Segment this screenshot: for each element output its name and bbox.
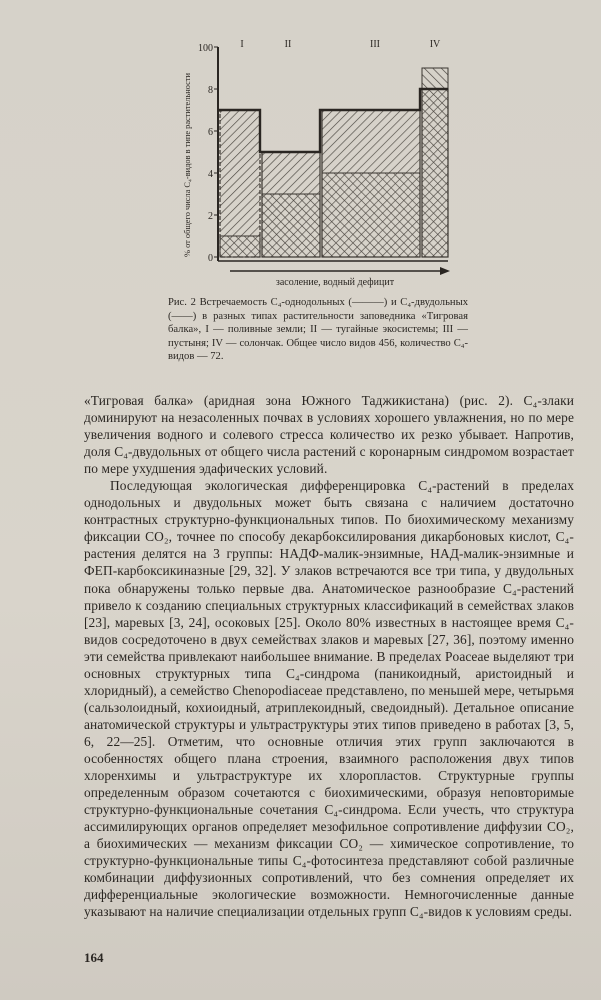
page-number: 164 [84, 950, 104, 965]
caption-text: Рис. 2 Встречаемость C₄-однодольных (———) и C₄-двудольных (——) в разных типах растительности заповедника «Тигровая балка», I — поливные земли; II — тугайные экосистемы; III — пустыня; IV — солончак. Общее число видов 456, количество C₄-видов — 72. [168, 297, 468, 363]
body-text [84, 392, 574, 920]
zone-label-III: III [370, 39, 380, 50]
bar-dicots-I [220, 236, 260, 257]
y-tick-label: 8 [208, 85, 213, 96]
bar-dicots-IV [422, 68, 448, 257]
arrow-head-icon [440, 267, 450, 275]
paragraph-1: «Тигровая балка» (аридная зона Южного Таджикистана) (рис. 2). C₄-злаки доминируют на незасоленных почвах в условиях хорошего увлажнения, но по мере увеличения водного и солевого стресса количество их резко убывает. Напротив, доля C₄-двудольных от общего числа растений с коронарным синдромом возрастает по мере ухудшения эдафических условий. [84, 393, 574, 477]
y-tick-label: 4 [208, 169, 213, 180]
figure-2-chart [170, 35, 470, 290]
figure-caption [168, 296, 468, 364]
y-tick-label: 2 [208, 211, 213, 222]
y-tick-label: 0 [208, 253, 213, 264]
bar-dicots-II [262, 194, 320, 257]
bar-dicots-III [322, 173, 420, 257]
paragraph-2: Последующая экологическая дифференцировка C₄-растений в пределах однодольных и двудольных может быть связана с наличием достаточно контрастных структурно-функциональных типов. По биохимическому механизму фиксации CO₂, точнее по способу декарбоксилирования дикарбоновых кислот, C₄-растения делятся на 3 группы: НАДФ-малик-энзимные, НАД-малик-энзимные и ФЕП-карбоксикиназные [29, 32]. У злаков встречаются все три типа, у двудольных пока обнаружены только первые два. Анатомическое разнообразие C₄-растений привело к созданию специальных структурных классификаций в семействах злаков [23], маревых [3, 24], осоковых [25]. Около 80% известных в настоящее время C₄-видов сосредоточено в двух семействах злаков и маревых [27, 36], поэтому именно эти семейства привлекают наибольшее внимание. В пределах Poaceae выделяют три основных структурных типа C₄-синдрома (паникоидный, аристоидный и хлоридный), а семейство Chenopodiaceae представлено, по меньшей мере, четырьмя (сальзолоидный, кохиоидный, атриплекоидный, сведоидный). Детальное описание анатомической структуры и ультраструктуры этих типов приведено в работах [3, 5, 6, 22—25]. Отметим, что основные отличия этих групп заключаются в особенностях общего плана строения, взаимного расположения двух типов хлоренхимы и ультраструктуре их хлоропластов. Структурные группы определенным образом сочетаются с биохимическими, образуя неповторимые структурно-функциональные сочетания C₄-синдрома. Если учесть, что структура ассимилирующих органов определяет мезофильное сопротивление диффузии CO₂, а биохимических — механизм фиксации CO₂ — химическое сопротивление, то структурно-функциональные типы C₄-фотосинтеза представляют собой различные комбинации диффузионных сопротивлений, что без сомнения определяет их дифференциальные экологические возможности. Немногочисленные данные указывают на наличие специализации отдельных групп C₄-видов к условиям среды. [84, 478, 575, 920]
x-axis-title: засоление, водный дефицит [275, 277, 395, 288]
zone-label-II: II [284, 39, 292, 50]
bar-monocots-I [220, 110, 260, 257]
zone-label-IV: IV [429, 39, 441, 50]
y-tick-label: 100 [198, 43, 213, 54]
zone-label-I: I [240, 39, 244, 50]
y-axis-title: % от общего числа C₄-видов в типе растительности [183, 72, 192, 258]
figure-2 [170, 35, 470, 290]
y-tick-label: 6 [208, 127, 213, 138]
